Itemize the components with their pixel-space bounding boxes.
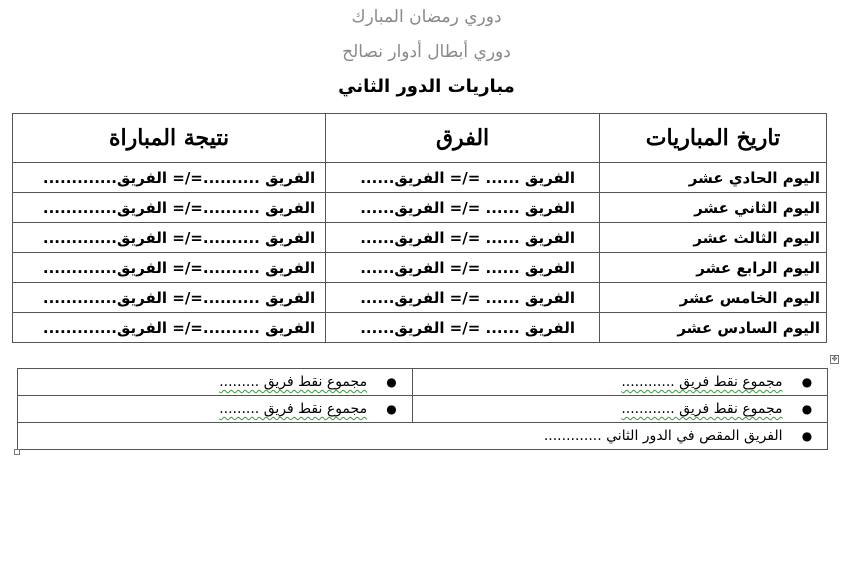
result-cell: الفريق ..........=/= الفريق............. <box>13 163 326 193</box>
table-move-handle-icon[interactable]: ✥ <box>831 355 838 363</box>
points-row <box>18 396 828 423</box>
points-summary-table <box>17 368 828 450</box>
title-line-1: دوري رمضان المبارك <box>351 7 502 27</box>
team-points-text: مجموع نقط فريق ............ <box>621 374 783 390</box>
day-cell: اليوم السادس عشر <box>600 313 827 343</box>
table-row <box>13 163 827 193</box>
title-line-3: مباريات الدور الثاني <box>338 76 515 97</box>
bullet-icon: ● <box>801 429 813 443</box>
result-cell: الفريق ..........=/= الفريق............. <box>13 283 326 313</box>
teams-cell: الفريق ...... =/= الفريق...... <box>326 223 600 253</box>
header-match-date: تاريخ المباريات <box>600 114 827 163</box>
teams-cell: الفريق ...... =/= الفريق...... <box>326 163 600 193</box>
bullet-icon: ● <box>801 402 813 416</box>
result-cell: الفريق ..........=/= الفريق............. <box>13 253 326 283</box>
points-cell <box>412 396 827 423</box>
bullet-icon: ● <box>386 402 397 416</box>
points-cell <box>18 369 413 396</box>
teams-cell: الفريق ...... =/= الفريق...... <box>326 253 600 283</box>
points-cell <box>18 423 828 450</box>
bullet-icon: ● <box>801 375 813 389</box>
title-line-2: دوري أبطال أدوار نصالح <box>342 42 511 62</box>
teams-cell: الفريق ...... =/= الفريق...... <box>326 193 600 223</box>
table-row <box>13 313 827 343</box>
result-cell: الفريق ..........=/= الفريق............. <box>13 313 326 343</box>
table-row <box>13 223 827 253</box>
points-cell <box>412 369 827 396</box>
result-cell: الفريق ..........=/= الفريق............. <box>13 193 326 223</box>
points-row <box>18 369 828 396</box>
bullet-icon: ● <box>386 375 397 389</box>
teams-cell: الفريق ...... =/= الفريق...... <box>326 283 600 313</box>
teams-cell: الفريق ...... =/= الفريق...... <box>326 313 600 343</box>
day-cell: اليوم الرابع عشر <box>600 253 827 283</box>
match-schedule-table <box>12 113 827 343</box>
day-cell: اليوم الخامس عشر <box>600 283 827 313</box>
header-match-result: نتيجة المباراة <box>13 114 326 163</box>
day-cell: اليوم الثاني عشر <box>600 193 827 223</box>
header-teams: الفرق <box>326 114 600 163</box>
table-row <box>13 283 827 313</box>
points-cell <box>18 396 413 423</box>
table-row <box>13 193 827 223</box>
day-cell: اليوم الثالث عشر <box>600 223 827 253</box>
table-row <box>13 253 827 283</box>
team-points-text: مجموع نقط فريق ......... <box>219 374 368 390</box>
team-points-text: مجموع نقط فريق ............ <box>621 401 783 417</box>
team-points-text: مجموع نقط فريق ......... <box>219 401 368 417</box>
table-resize-handle-icon[interactable] <box>14 449 20 455</box>
result-cell: الفريق ..........=/= الفريق............. <box>13 223 326 253</box>
eliminated-team-text: الفريق المقص في الدور الثاني ............. <box>543 428 783 444</box>
day-cell: اليوم الحادي عشر <box>600 163 827 193</box>
schedule-header-row <box>13 114 827 163</box>
points-row <box>18 423 828 450</box>
